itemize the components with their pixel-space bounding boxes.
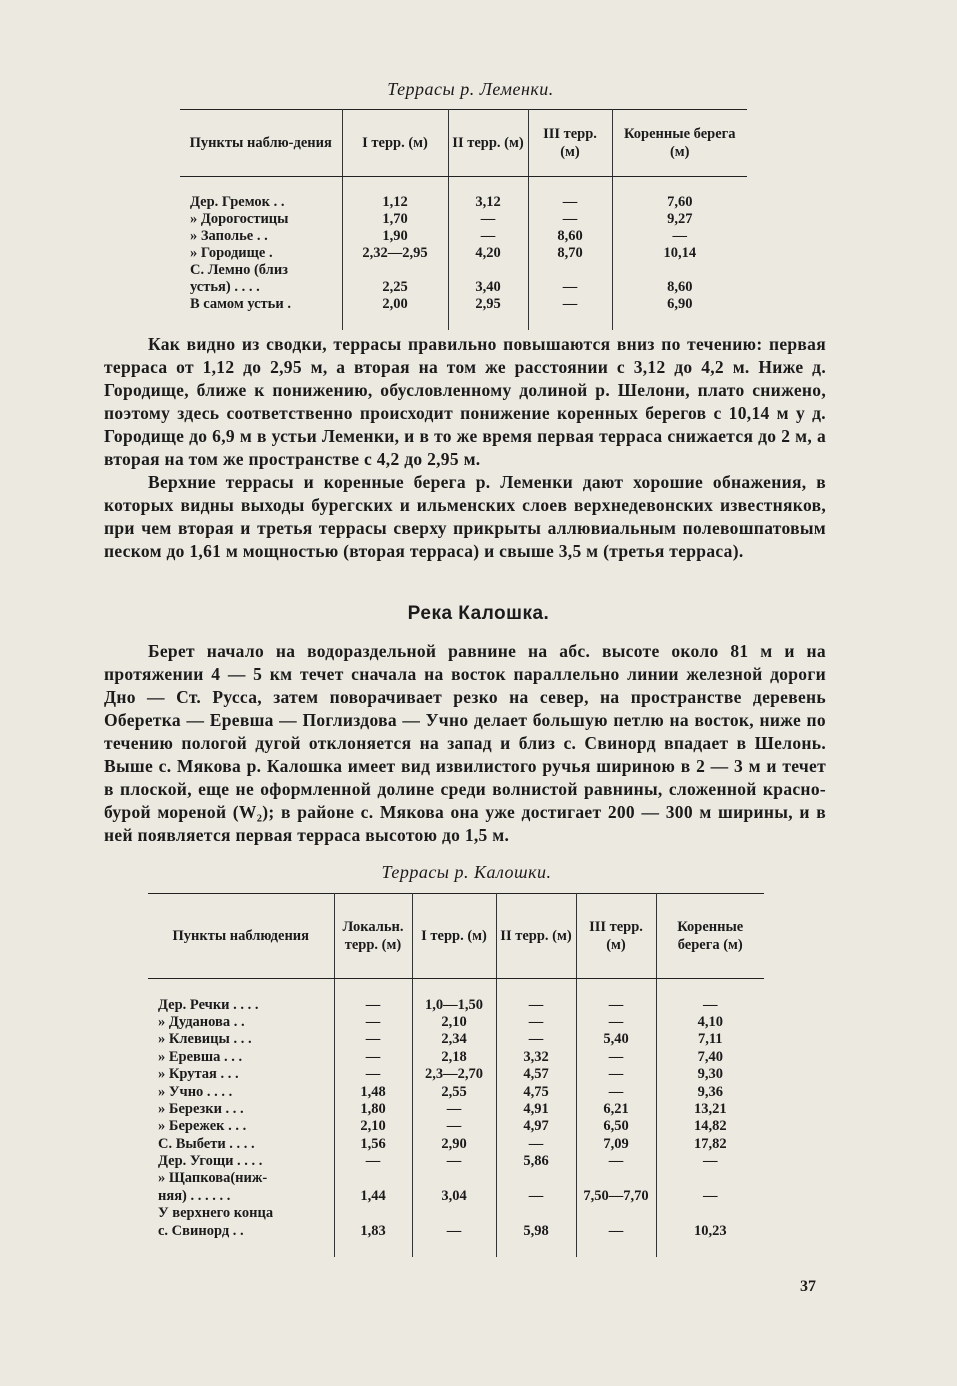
table-lemenka-terraces <box>180 109 747 330</box>
table-cell <box>656 1170 764 1187</box>
table-row <box>180 279 747 296</box>
table-cell: 7,60 <box>612 194 747 211</box>
table-cell: 2,34 <box>412 1031 496 1048</box>
table-cell: 2,3—2,70 <box>412 1066 496 1083</box>
table-cell: 2,00 <box>342 296 448 313</box>
table-cell: 4,97 <box>496 1118 576 1135</box>
table-cell <box>412 1205 496 1222</box>
table-cell: 4,20 <box>448 245 528 262</box>
table-row <box>148 1031 764 1048</box>
table-row <box>148 1153 764 1170</box>
table-row <box>148 1136 764 1153</box>
table-cell <box>528 262 612 279</box>
table-cell: 5,40 <box>576 1031 656 1048</box>
table-row <box>148 1101 764 1118</box>
table-row <box>180 245 747 262</box>
page-number: 37 <box>800 1278 816 1295</box>
table-cell: — <box>576 1222 656 1239</box>
row-label: » Крутая . . . <box>158 1066 239 1083</box>
table-cell: 7,50—7,70 <box>576 1188 656 1205</box>
table-cell: 5,98 <box>496 1222 576 1239</box>
table-cell: 2,18 <box>412 1049 496 1066</box>
table-cell: — <box>334 1049 412 1066</box>
table-cell: — <box>576 996 656 1013</box>
column-header: Пункты наблю-дения <box>180 110 342 177</box>
table-row <box>148 1083 764 1100</box>
table-cell: 8,70 <box>528 245 612 262</box>
column-header: III терр. (м) <box>528 110 612 177</box>
table-cell: 3,04 <box>412 1188 496 1205</box>
table-cell: 2,32—2,95 <box>342 245 448 262</box>
column-header: III терр. (м) <box>576 894 656 979</box>
table-cell: 7,40 <box>656 1049 764 1066</box>
table-cell: — <box>656 1153 764 1170</box>
row-label: Дер. Угощи . . . . <box>158 1153 263 1170</box>
table-cell: — <box>412 1222 496 1239</box>
table-cell <box>576 1205 656 1222</box>
table-cell: — <box>612 228 747 245</box>
table-cell: — <box>496 1031 576 1048</box>
table-cell: 1,90 <box>342 228 448 245</box>
table-row <box>148 1014 764 1031</box>
table-cell <box>496 1205 576 1222</box>
table-cell: 2,10 <box>412 1014 496 1031</box>
table-cell: — <box>412 1153 496 1170</box>
table-cell: 4,10 <box>656 1014 764 1031</box>
column-header: Локальн. терр. (м) <box>334 894 412 979</box>
table-row <box>148 1066 764 1083</box>
table-cell: — <box>656 996 764 1013</box>
table-cell: — <box>412 1101 496 1118</box>
table-cell: 7,11 <box>656 1031 764 1048</box>
table-cell: 6,90 <box>612 296 747 313</box>
column-header: II терр. (м) <box>448 110 528 177</box>
row-label: няя) . . . . . . <box>158 1187 231 1204</box>
row-label: В самом устьи . <box>190 296 291 312</box>
row-label: » Дуданова . . <box>158 1013 245 1030</box>
table1-caption: Террасы р. Леменки. <box>387 79 554 99</box>
table-cell: 1,80 <box>334 1101 412 1118</box>
table-cell: — <box>496 996 576 1013</box>
column-header: Пункты наблюдения <box>148 894 334 979</box>
row-label: У верхнего конца <box>158 1205 274 1222</box>
table-cell: 9,36 <box>656 1083 764 1100</box>
table-cell <box>496 1170 576 1187</box>
table-row <box>148 1188 764 1205</box>
table-cell: 6,21 <box>576 1101 656 1118</box>
table-cell: 2,25 <box>342 279 448 296</box>
table-row <box>148 996 764 1013</box>
table-cell: — <box>656 1188 764 1205</box>
column-header: I терр. (м) <box>412 894 496 979</box>
table-cell: 9,27 <box>612 211 747 228</box>
column-header: I терр. (м) <box>342 110 448 177</box>
table-cell: 1,56 <box>334 1136 412 1153</box>
table-cell: 4,57 <box>496 1066 576 1083</box>
row-label: » Щапкова(ниж- <box>158 1170 268 1187</box>
paragraph: Как видно из сводки, террасы правильно повышаются вниз по течению: первая терраса от 1,12 до 2,95 м, а вторая на том же расстоянии с 3,12 до 4,2 м. Ниже д. Городище, ближе к понижению, обусловленному долиной р. Шелони, плато снижено, поэтому здесь соответственно происходит понижение коренных берегов с 10,14 м у д. Городище до 6,9 м в устьи Леменки, и в то же время первая терраса снижается до 2 м, а вторая на том же пространстве с 4,2 до 2,95 м. <box>104 334 826 469</box>
table-cell <box>412 1170 496 1187</box>
table-cell: 4,75 <box>496 1083 576 1100</box>
table-cell <box>576 1170 656 1187</box>
text-block-lemenka <box>104 333 826 563</box>
table-cell: 1,83 <box>334 1222 412 1239</box>
table-cell: — <box>528 296 612 313</box>
table-cell: 1,0—1,50 <box>412 996 496 1013</box>
table-cell: — <box>576 1049 656 1066</box>
row-label: » Заполье . . <box>190 228 268 244</box>
table-cell <box>334 1170 412 1187</box>
table-row <box>180 262 747 279</box>
table-row <box>180 211 747 228</box>
table-cell: — <box>496 1136 576 1153</box>
table-cell: — <box>528 211 612 228</box>
table-cell: 2,10 <box>334 1118 412 1135</box>
table-cell: — <box>412 1118 496 1135</box>
table-cell: 1,12 <box>342 194 448 211</box>
column-header: Коренные берега (м) <box>656 894 764 979</box>
column-header: II терр. (м) <box>496 894 576 979</box>
row-label: Дер. Гремок . . <box>190 194 285 210</box>
column-header: Коренные берега (м) <box>612 110 747 177</box>
table-cell: 17,82 <box>656 1136 764 1153</box>
table-cell: 3,40 <box>448 279 528 296</box>
table-cell: — <box>576 1083 656 1100</box>
table-cell <box>448 262 528 279</box>
row-label: » Городище . <box>190 245 273 261</box>
table-row <box>148 1170 764 1187</box>
table-row <box>148 1049 764 1066</box>
table-cell: 9,30 <box>656 1066 764 1083</box>
row-label: с. Свинорд . . <box>158 1222 244 1239</box>
table-row <box>180 194 747 211</box>
table-cell: 2,55 <box>412 1083 496 1100</box>
table-cell: 2,90 <box>412 1136 496 1153</box>
paragraph: Верхние террасы и коренные берега р. Леменки дают хорошие обнажения, в которых видны выходы бурегских и ильменских слоев верхнедевонских известняков, при чем вторая и третья террасы сверху прикрыты аллювиальным полевошпатовым песком до 1,61 м мощностью (вторая терраса) и свыше 3,5 м (третья терраса). <box>104 472 826 561</box>
table-row <box>180 296 747 313</box>
table-cell: 3,32 <box>496 1049 576 1066</box>
table-row <box>148 1205 764 1222</box>
table-row <box>148 1118 764 1135</box>
table-cell: 8,60 <box>528 228 612 245</box>
table-cell: 1,44 <box>334 1188 412 1205</box>
table-cell: 6,50 <box>576 1118 656 1135</box>
table-cell <box>334 1205 412 1222</box>
table-cell: 3,12 <box>448 194 528 211</box>
row-label: » Еревша . . . <box>158 1048 243 1065</box>
row-label: С. Лемно (близ <box>190 262 289 278</box>
table-cell: 7,09 <box>576 1136 656 1153</box>
table-cell: 5,86 <box>496 1153 576 1170</box>
table-cell <box>342 262 448 279</box>
row-label: » Березки . . . <box>158 1100 244 1117</box>
row-label: Дер. Речки . . . . <box>158 996 259 1013</box>
table-kaloshka-terraces <box>148 893 764 1257</box>
table-cell <box>656 1205 764 1222</box>
table-cell: 14,82 <box>656 1118 764 1135</box>
table-cell: 8,60 <box>612 279 747 296</box>
table-cell: — <box>528 194 612 211</box>
table-cell: — <box>334 1066 412 1083</box>
table-cell: — <box>496 1188 576 1205</box>
table-cell: — <box>334 1031 412 1048</box>
table-cell: — <box>334 996 412 1013</box>
table-cell: — <box>448 228 528 245</box>
table-cell: — <box>334 1153 412 1170</box>
text-block-kaloshka <box>104 640 826 847</box>
row-label: » Клевицы . . . <box>158 1031 252 1048</box>
table-cell: 10,14 <box>612 245 747 262</box>
row-label: » Учно . . . . <box>158 1083 233 1100</box>
row-label: » Дорогостицы <box>190 211 289 227</box>
table-cell <box>612 262 747 279</box>
table-cell: 1,48 <box>334 1083 412 1100</box>
table-cell: — <box>496 1014 576 1031</box>
table2-caption: Террасы р. Калошки. <box>381 862 552 882</box>
table-row <box>180 228 747 245</box>
table-cell: — <box>576 1066 656 1083</box>
row-label: » Бережек . . . <box>158 1118 247 1135</box>
table-cell: — <box>576 1014 656 1031</box>
row-label: С. Выбети . . . . <box>158 1135 255 1152</box>
table-cell: 2,95 <box>448 296 528 313</box>
table-cell: 13,21 <box>656 1101 764 1118</box>
paragraph: Берет начало на водораздельной равнине на абс. высоте около 81 м и на протяжении 4 — 5 км течет сначала на восток параллельно линии железной дороги Дно — Ст. Русса, затем поворачивает резко на север, на пространстве деревень Оберетка — Еревша — Поглиздова — Учно делает большую петлю на восток, ниже по течению пологой дугой отклоняется на запад и близ с. Свинорд впадает в Шелонь. Выше с. Мякова р. Калошка имеет вид извилистого ручья шириною в 2 — 3 м и течет в плоской, еще не оформленной долине среди волнистой равнины, сложенной красно-бурой мореной (W₂); в районе с. Мякова она уже достигает 200 — 300 м ширины, и в ней появляется первая терраса высотою до 1,5 м. <box>104 641 826 845</box>
table-cell: — <box>528 279 612 296</box>
table-cell: — <box>334 1014 412 1031</box>
table-cell: — <box>576 1153 656 1170</box>
table-row <box>148 1222 764 1239</box>
row-label: устья) . . . . <box>190 279 260 295</box>
table-cell: 10,23 <box>656 1222 764 1239</box>
section-heading: Река Калошка. <box>407 603 550 624</box>
table-cell: 4,91 <box>496 1101 576 1118</box>
table-cell: — <box>448 211 528 228</box>
table-cell: 1,70 <box>342 211 448 228</box>
